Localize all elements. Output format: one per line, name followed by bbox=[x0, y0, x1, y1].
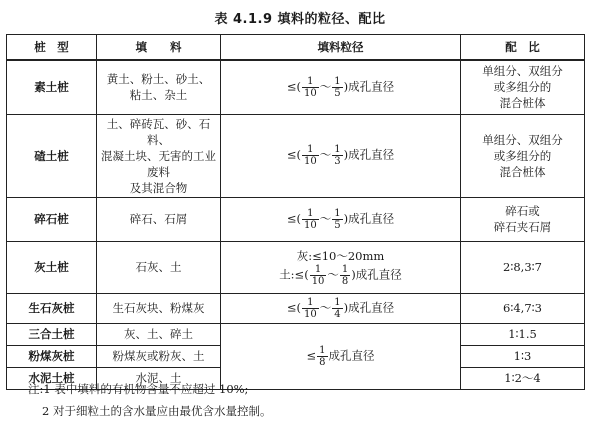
fill-line: 碎石、石屑 bbox=[129, 212, 188, 226]
size-prefix: ≤( bbox=[286, 211, 301, 225]
size-cell bbox=[221, 60, 461, 114]
ratio-line: 碎石或 bbox=[505, 204, 540, 218]
ratio-line: 1∶3 bbox=[513, 349, 532, 363]
pile-type-cell: 粉煤灰桩 bbox=[7, 345, 97, 367]
pile-type-cell: 碴土桩 bbox=[7, 114, 97, 197]
fill-cell bbox=[97, 323, 221, 345]
fraction-numerator: 1 bbox=[334, 207, 341, 219]
table-row bbox=[7, 114, 585, 197]
table-row bbox=[7, 241, 585, 293]
fill-line: 土、碎砖瓦、砂、石料、 bbox=[106, 116, 211, 147]
fraction bbox=[340, 264, 350, 287]
fraction-denominator: 8 bbox=[319, 356, 326, 368]
fraction bbox=[302, 297, 319, 320]
fill-line: 灰、土、碎土 bbox=[124, 327, 193, 341]
note-line: 2 对于细粒土的含水量应由最优含水量控制。 bbox=[42, 404, 272, 418]
fraction-denominator: 5 bbox=[334, 87, 341, 99]
table-row bbox=[7, 197, 585, 241]
ratio-line: 6∶4,7∶3 bbox=[503, 301, 542, 315]
table-row bbox=[7, 323, 585, 345]
size-line: 灰:≤10～20mm bbox=[296, 248, 385, 263]
size-suffix: 成孔直径 bbox=[328, 348, 375, 362]
size-suffix: )成孔直径 bbox=[343, 211, 395, 225]
size-separator: ～ bbox=[319, 211, 332, 225]
size-separator: ～ bbox=[319, 147, 332, 162]
ratio-cell bbox=[461, 345, 585, 367]
table-header-row bbox=[7, 35, 585, 61]
fill-line: 石灰、土 bbox=[135, 260, 182, 274]
ratio-line: 或多组分的 bbox=[493, 148, 552, 163]
ratio-cell bbox=[461, 60, 585, 114]
fill-cell bbox=[97, 345, 221, 367]
ratio-line: 或多组分的 bbox=[493, 80, 552, 95]
fraction-numerator: 1 bbox=[302, 144, 319, 156]
table-row bbox=[7, 60, 585, 114]
fraction-denominator: 10 bbox=[304, 156, 317, 167]
pile-type-cell: 碎石桩 bbox=[7, 197, 97, 241]
fill-line: 粘土、杂土 bbox=[129, 88, 188, 103]
fraction-numerator: 1 bbox=[302, 208, 319, 220]
ratio-line: 单组分、双组分 bbox=[482, 64, 563, 79]
ratio-cell bbox=[461, 293, 585, 323]
fraction-numerator: 1 bbox=[310, 264, 327, 276]
size-cell bbox=[221, 293, 461, 323]
pile-type-cell: 灰土桩 bbox=[7, 241, 97, 293]
ratio-line: 混合桩体 bbox=[499, 164, 546, 179]
ratio-cell bbox=[461, 114, 585, 197]
fraction bbox=[317, 345, 327, 368]
ratio-cell bbox=[461, 367, 585, 389]
size-prefix: ≤( bbox=[286, 79, 301, 94]
size-suffix: )成孔直径 bbox=[351, 267, 402, 281]
fill-line: 及其混合物 bbox=[129, 180, 188, 195]
size-separator: ～ bbox=[327, 267, 339, 281]
size-suffix: )成孔直径 bbox=[343, 79, 395, 94]
fill-cell bbox=[97, 241, 221, 293]
fraction bbox=[302, 208, 319, 231]
fill-line: 粉煤灰或粉灰、土 bbox=[112, 349, 205, 363]
pile-type-cell: 水泥土桩 bbox=[7, 367, 97, 389]
note-line: 注:1 表中填料的有机物含量不应超过 10%; bbox=[28, 382, 249, 396]
fraction bbox=[310, 264, 327, 287]
size-prefix: ≤( bbox=[286, 300, 301, 314]
fill-line: 水泥、土 bbox=[135, 371, 182, 385]
fraction-numerator: 1 bbox=[319, 344, 326, 356]
ratio-cell bbox=[461, 197, 585, 241]
fraction-numerator: 1 bbox=[302, 297, 319, 309]
size-cell bbox=[221, 114, 461, 197]
size-separator: ～ bbox=[319, 79, 332, 94]
size-separator: ～ bbox=[319, 300, 332, 314]
fill-cell bbox=[97, 114, 221, 197]
fill-line: 生石灰块、粉煤灰 bbox=[112, 301, 205, 315]
ratio-line: 2∶8,3∶7 bbox=[503, 260, 542, 274]
fraction-denominator: 5 bbox=[334, 219, 341, 231]
ratio-cell bbox=[461, 323, 585, 345]
ratio-line: 混合桩体 bbox=[499, 96, 546, 111]
ratio-line: 1∶2～4 bbox=[504, 371, 541, 385]
header-fill: 填 料 bbox=[97, 35, 221, 61]
fraction-denominator: 3 bbox=[334, 156, 341, 167]
header-pile-type: 桩 型 bbox=[7, 35, 97, 61]
ratio-cell bbox=[461, 241, 585, 293]
fraction bbox=[332, 144, 342, 167]
fraction-denominator: 10 bbox=[304, 87, 317, 99]
size-line bbox=[224, 264, 457, 287]
size-suffix: )成孔直径 bbox=[343, 147, 395, 162]
fill-material-table bbox=[6, 34, 585, 390]
fraction-denominator: 10 bbox=[311, 275, 325, 287]
fraction bbox=[332, 297, 342, 320]
table-title: 表 4.1.9 填料的粒径、配比 bbox=[214, 12, 386, 27]
fraction-numerator: 1 bbox=[302, 76, 319, 88]
fraction-denominator: 8 bbox=[341, 275, 349, 287]
fill-cell bbox=[97, 293, 221, 323]
fraction-numerator: 1 bbox=[334, 75, 341, 87]
fraction-denominator: 4 bbox=[334, 308, 341, 320]
table-row bbox=[7, 293, 585, 323]
fraction bbox=[332, 208, 342, 231]
fraction-denominator: 10 bbox=[304, 219, 317, 231]
size-suffix: )成孔直径 bbox=[343, 300, 395, 314]
fraction-numerator: 1 bbox=[334, 296, 341, 308]
ratio-line: 单组分、双组分 bbox=[482, 132, 563, 147]
header-fill-size: 填料粒径 bbox=[221, 35, 461, 61]
table-notes bbox=[28, 378, 271, 422]
pile-type-cell: 素土桩 bbox=[7, 60, 97, 114]
fraction bbox=[302, 76, 319, 99]
fill-cell bbox=[97, 60, 221, 114]
size-prefix: ≤( bbox=[286, 147, 301, 162]
fraction-denominator: 10 bbox=[304, 308, 317, 320]
pile-type-cell: 生石灰桩 bbox=[7, 293, 97, 323]
ratio-line: 1∶1.5 bbox=[508, 327, 537, 341]
fraction bbox=[302, 144, 319, 167]
size-cell bbox=[221, 241, 461, 293]
header-ratio: 配 比 bbox=[461, 35, 585, 61]
ratio-line: 碎石夹石屑 bbox=[493, 220, 552, 234]
fraction-numerator: 1 bbox=[341, 263, 349, 275]
fill-line: 混凝土块、无害的工业废料 bbox=[101, 148, 216, 179]
size-prefix: ≤ bbox=[306, 348, 317, 362]
size-prefix: 土:≤( bbox=[279, 267, 309, 281]
fill-cell bbox=[97, 197, 221, 241]
size-cell bbox=[221, 197, 461, 241]
fill-line: 黄土、粉土、砂土、 bbox=[106, 72, 211, 87]
pile-type-cell: 三合土桩 bbox=[7, 323, 97, 345]
fraction-numerator: 1 bbox=[334, 144, 341, 155]
fraction bbox=[332, 76, 342, 99]
